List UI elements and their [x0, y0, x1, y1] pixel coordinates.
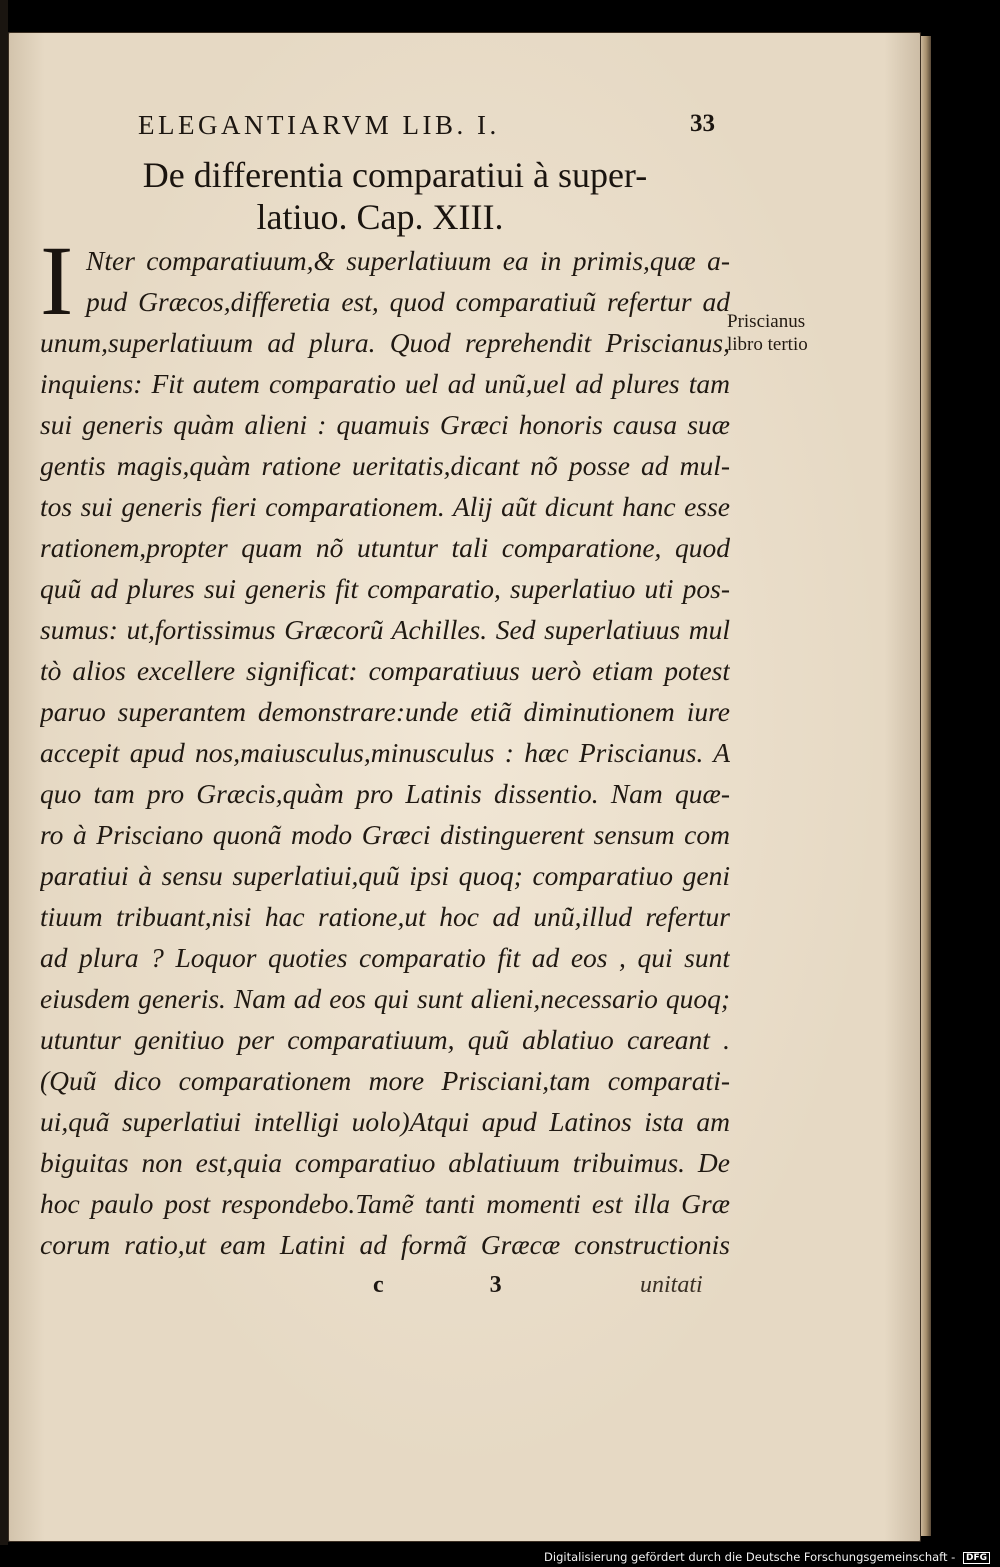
book-binding-edge: [0, 0, 8, 1545]
text-line: rationem,propter quam nõ utuntur tali comparatione, quod: [40, 532, 730, 563]
chapter-title-line-1: De differentia comparatiui à super-: [142, 155, 648, 195]
text-line: quo tam pro Græcis,quàm pro Latinis dissentio. Nam quæ-: [40, 778, 730, 809]
page-fore-edge: [921, 36, 931, 1536]
margin-note: [727, 310, 808, 356]
signature-mark: c 3: [373, 1272, 552, 1298]
text-line: ui,quã superlatiui intelligi uolo)Atqui apud Latinos ista am: [40, 1106, 730, 1137]
page-number: 33: [690, 110, 715, 137]
catchword: unitati: [640, 1272, 703, 1298]
text-line: hoc paulo post respondebo.Tamẽ tanti momenti est illa Græ: [40, 1188, 730, 1219]
credit-text: Digitalisierung gefördert durch die Deutsche Forschungsgemeinschaft -: [544, 1550, 956, 1564]
text-line: unum,superlatiuum ad plura. Quod reprehendit Priscianus,: [40, 327, 730, 358]
dfg-logo-icon: DFG: [963, 1552, 990, 1564]
chapter-title-line-2: latiuo. Cap. XIII.: [256, 197, 504, 237]
text-line: gentis magis,quàm ratione ueritatis,dicant nõ posse ad mul-: [40, 450, 730, 481]
text-line: paruo superantem demonstrare:unde etiã diminutionem iure: [40, 696, 730, 727]
text-line: tò alios excellere significat: comparatiuus uerò etiam potest: [40, 655, 730, 686]
text-line: (Quũ dico comparationem more Prisciani,tam comparati-: [40, 1065, 730, 1096]
text-line: eiusdem generis. Nam ad eos qui sunt alieni,necessario quoq;: [40, 983, 730, 1014]
text-line: tos sui generis fieri comparationem. Alij aũt dicunt hanc esse: [40, 491, 730, 522]
text-line: inquiens: Fit autem comparatio uel ad unũ,uel ad plures tam: [40, 368, 730, 399]
text-line: biguitas non est,quia comparatiuo ablatiuum tribuimus. De: [40, 1147, 730, 1178]
text-line: Nter comparatiuum,& superlatiuum ea in primis,quæ a-: [86, 245, 730, 276]
margin-note-line-1: Priscianus: [727, 311, 806, 332]
text-line: corum ratio,ut eam Latini ad formã Græcæ constructionis: [40, 1229, 730, 1260]
body-text-block: [40, 225, 730, 1265]
drop-capital: I: [40, 225, 74, 336]
text-line: utuntur genitiuo per comparatiuum, quũ ablatiuo careant .: [40, 1024, 730, 1055]
text-line: tiuum tribuant,nisi hac ratione,ut hoc ad unũ,illud refertur: [40, 901, 730, 932]
margin-note-line-2: libro tertio: [727, 334, 808, 355]
text-line: accepit apud nos,maiusculus,minusculus : hæc Priscianus. A: [40, 737, 730, 768]
running-head-title: ELEGANTIARVM LIB. I.: [138, 110, 500, 140]
text-line: ro à Prisciano quonã modo Græci distinguerent sensum com: [40, 819, 730, 850]
digitization-credit: [544, 1550, 990, 1564]
text-line: quũ ad plures sui generis fit comparatio, superlatiuo uti pos-: [40, 573, 730, 604]
text-line: paratiui à sensu superlatiui,quũ ipsi quoq; comparatiuo geni: [40, 860, 730, 891]
text-line: sui generis quàm alieni : quamuis Græci honoris causa suæ: [40, 409, 730, 440]
text-line: sumus: ut,fortissimus Græcorũ Achilles. Sed superlatiuus mul: [40, 614, 730, 645]
text-line: ad plura ? Loquor quoties comparatio fit ad eos , qui sunt: [40, 942, 730, 973]
text-line: pud Græcos,differetia est, quod comparatiuũ refertur ad: [86, 286, 730, 317]
